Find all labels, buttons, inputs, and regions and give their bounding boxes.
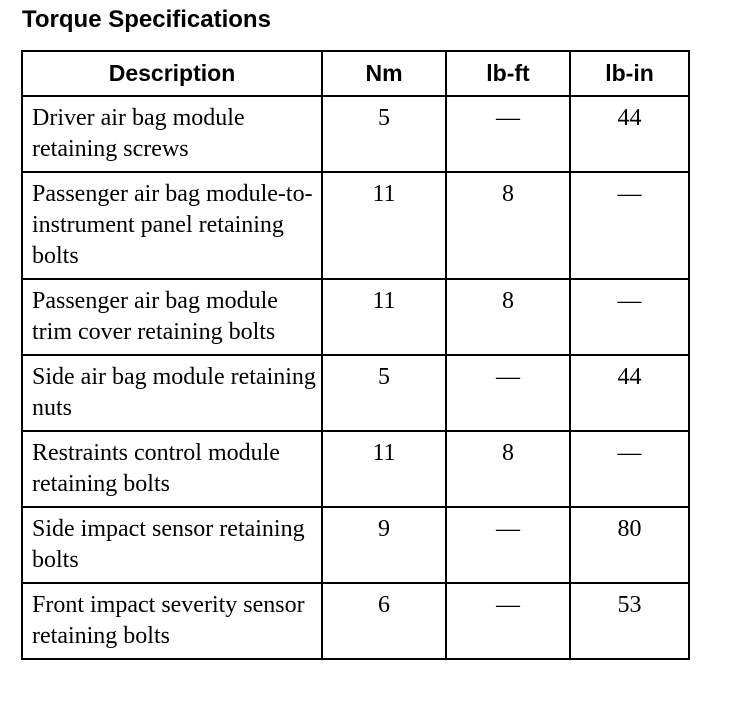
cell-nm: 11	[322, 431, 446, 507]
table-row	[22, 96, 689, 172]
header-nm: Nm	[322, 51, 446, 96]
table-row	[22, 507, 689, 583]
header-lbin: lb-in	[570, 51, 689, 96]
cell-description: Passenger air bag module-to-instrument panel retaining bolts	[22, 172, 322, 279]
table-row	[22, 279, 689, 355]
cell-description: Restraints control module retaining bolts	[22, 431, 322, 507]
cell-description: Passenger air bag module trim cover retaining bolts	[22, 279, 322, 355]
cell-lbft: 8	[446, 431, 570, 507]
table-header-row	[22, 51, 689, 96]
page-title: Torque Specifications	[22, 6, 271, 33]
cell-lbft: —	[446, 507, 570, 583]
table-row	[22, 431, 689, 507]
cell-lbin: 80	[570, 507, 689, 583]
cell-lbin: —	[570, 279, 689, 355]
cell-nm: 5	[322, 96, 446, 172]
cell-description: Side air bag module retaining nuts	[22, 355, 322, 431]
cell-nm: 6	[322, 583, 446, 659]
cell-lbft: 8	[446, 279, 570, 355]
cell-lbin: 44	[570, 96, 689, 172]
cell-lbin: —	[570, 431, 689, 507]
cell-nm: 11	[322, 279, 446, 355]
cell-description: Driver air bag module retaining screws	[22, 96, 322, 172]
cell-nm: 5	[322, 355, 446, 431]
torque-spec-table	[21, 50, 690, 660]
table-row	[22, 583, 689, 659]
cell-lbin: 44	[570, 355, 689, 431]
header-lbft: lb-ft	[446, 51, 570, 96]
cell-lbft: 8	[446, 172, 570, 279]
cell-lbin: 53	[570, 583, 689, 659]
table-row	[22, 355, 689, 431]
cell-nm: 11	[322, 172, 446, 279]
table-row	[22, 172, 689, 279]
cell-lbft: —	[446, 96, 570, 172]
cell-lbft: —	[446, 355, 570, 431]
header-description: Description	[22, 51, 322, 96]
cell-description: Side impact sensor retaining bolts	[22, 507, 322, 583]
cell-lbft: —	[446, 583, 570, 659]
cell-description: Front impact severity sensor retaining bolts	[22, 583, 322, 659]
cell-lbin: —	[570, 172, 689, 279]
cell-nm: 9	[322, 507, 446, 583]
